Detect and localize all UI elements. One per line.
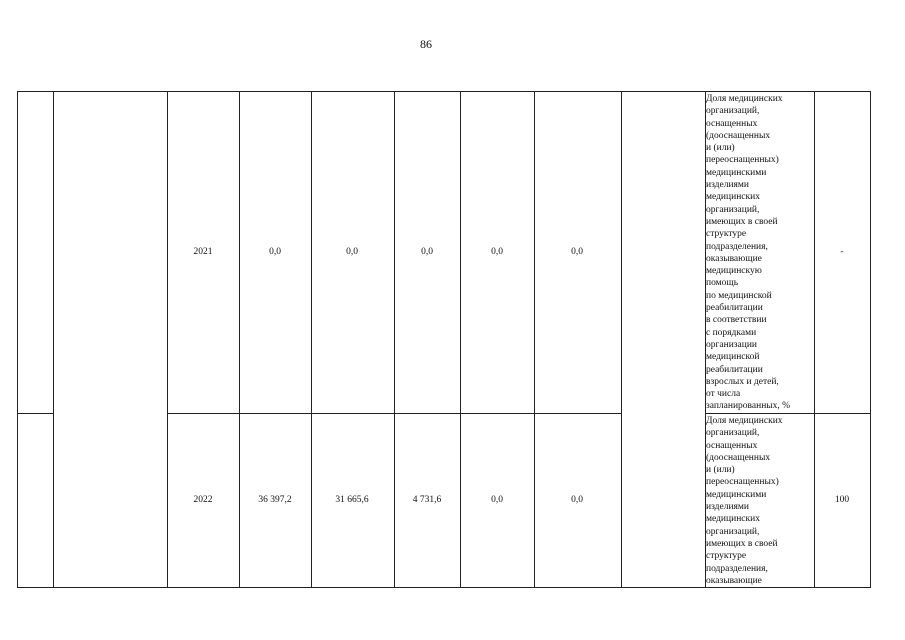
value-cell: 0,0 [491, 247, 503, 257]
indicator-line: изделиями [706, 180, 750, 191]
value-cell: 0,0 [571, 495, 583, 505]
indicator-line: с порядками [706, 327, 757, 338]
indicator-line: изделиями [706, 502, 750, 513]
indicator-line: подразделения, [706, 241, 768, 252]
column-border [394, 91, 395, 588]
value-cell: 0,0 [571, 247, 583, 257]
indicator-description [706, 93, 814, 413]
indicator-line: (дооснащенных [706, 130, 771, 141]
year-cell: 2022 [193, 495, 213, 505]
column-border [534, 91, 535, 588]
year-cell: 2021 [193, 247, 213, 257]
indicator-line: Доля медицинских [706, 416, 783, 426]
indicator-line: от числа [706, 389, 741, 400]
column-border [460, 91, 461, 588]
column-border [621, 91, 622, 588]
value-cell: 36 397,2 [258, 495, 292, 505]
indicator-line: структуре [706, 551, 747, 562]
indicator-line: организации [706, 339, 758, 350]
indicator-line: организаций, [706, 526, 760, 537]
indicator-line: переоснащенных) [706, 155, 779, 166]
indicator-line: Доля медицинских [706, 94, 783, 104]
indicator-line: в соответствии [706, 315, 767, 326]
indicator-line: и (или) [706, 143, 735, 154]
row-divider [705, 413, 870, 414]
indicator-line: по медицинской [706, 290, 772, 301]
table-top-border [17, 91, 870, 92]
indicator-line: помощь [706, 278, 739, 289]
indicator-line: медицинских [706, 514, 760, 525]
value-cell: 0,0 [421, 247, 433, 257]
indicator-line: оснащенных [706, 440, 758, 451]
indicator-line: и (или) [706, 465, 735, 476]
indicator-line: запланированных, % [706, 401, 791, 412]
column-border [167, 91, 168, 588]
indicator-line: (дооснащенных [706, 452, 771, 463]
indicator-line: медицинской [706, 352, 760, 363]
column-border [870, 91, 871, 588]
indicator-line: организаций, [706, 204, 760, 215]
column-border [53, 91, 54, 588]
target-cell: 100 [834, 495, 850, 505]
column-border [311, 91, 312, 588]
value-cell: 4 731,6 [412, 495, 442, 505]
indicator-line: организаций, [706, 428, 760, 439]
target-cell: - [840, 247, 844, 257]
indicator-line: переоснащенных) [706, 477, 779, 488]
indicator-line: подразделения, [706, 563, 768, 574]
value-cell: 0,0 [346, 247, 358, 257]
indicator-line: реабилитации [706, 364, 763, 375]
value-cell: 0,0 [491, 495, 503, 505]
page-number: 86 [420, 37, 432, 51]
indicator-line: имеющих в своей [706, 538, 778, 549]
indicator-line: взрослых и детей, [706, 376, 779, 387]
indicator-line: оказывающие [706, 575, 762, 586]
value-cell: 31 665,6 [335, 495, 369, 505]
indicator-line: медицинскую [706, 266, 762, 277]
column-border [17, 91, 18, 588]
indicator-line: медицинских [706, 192, 760, 203]
indicator-line: реабилитации [706, 303, 763, 314]
indicator-line: структуре [706, 229, 747, 240]
indicator-line: оказывающие [706, 253, 762, 264]
table-bottom-border [17, 587, 870, 588]
column-border [239, 91, 240, 588]
indicator-description [706, 415, 814, 587]
value-cell: 0,0 [269, 247, 281, 257]
indicator-line: медицинскими [706, 167, 767, 178]
indicator-line: имеющих в своей [706, 216, 778, 227]
indicator-line: организаций, [706, 106, 760, 117]
column-border [814, 91, 815, 588]
indicator-line: оснащенных [706, 118, 758, 129]
row-divider [17, 413, 54, 414]
indicator-line: медицинскими [706, 489, 767, 500]
